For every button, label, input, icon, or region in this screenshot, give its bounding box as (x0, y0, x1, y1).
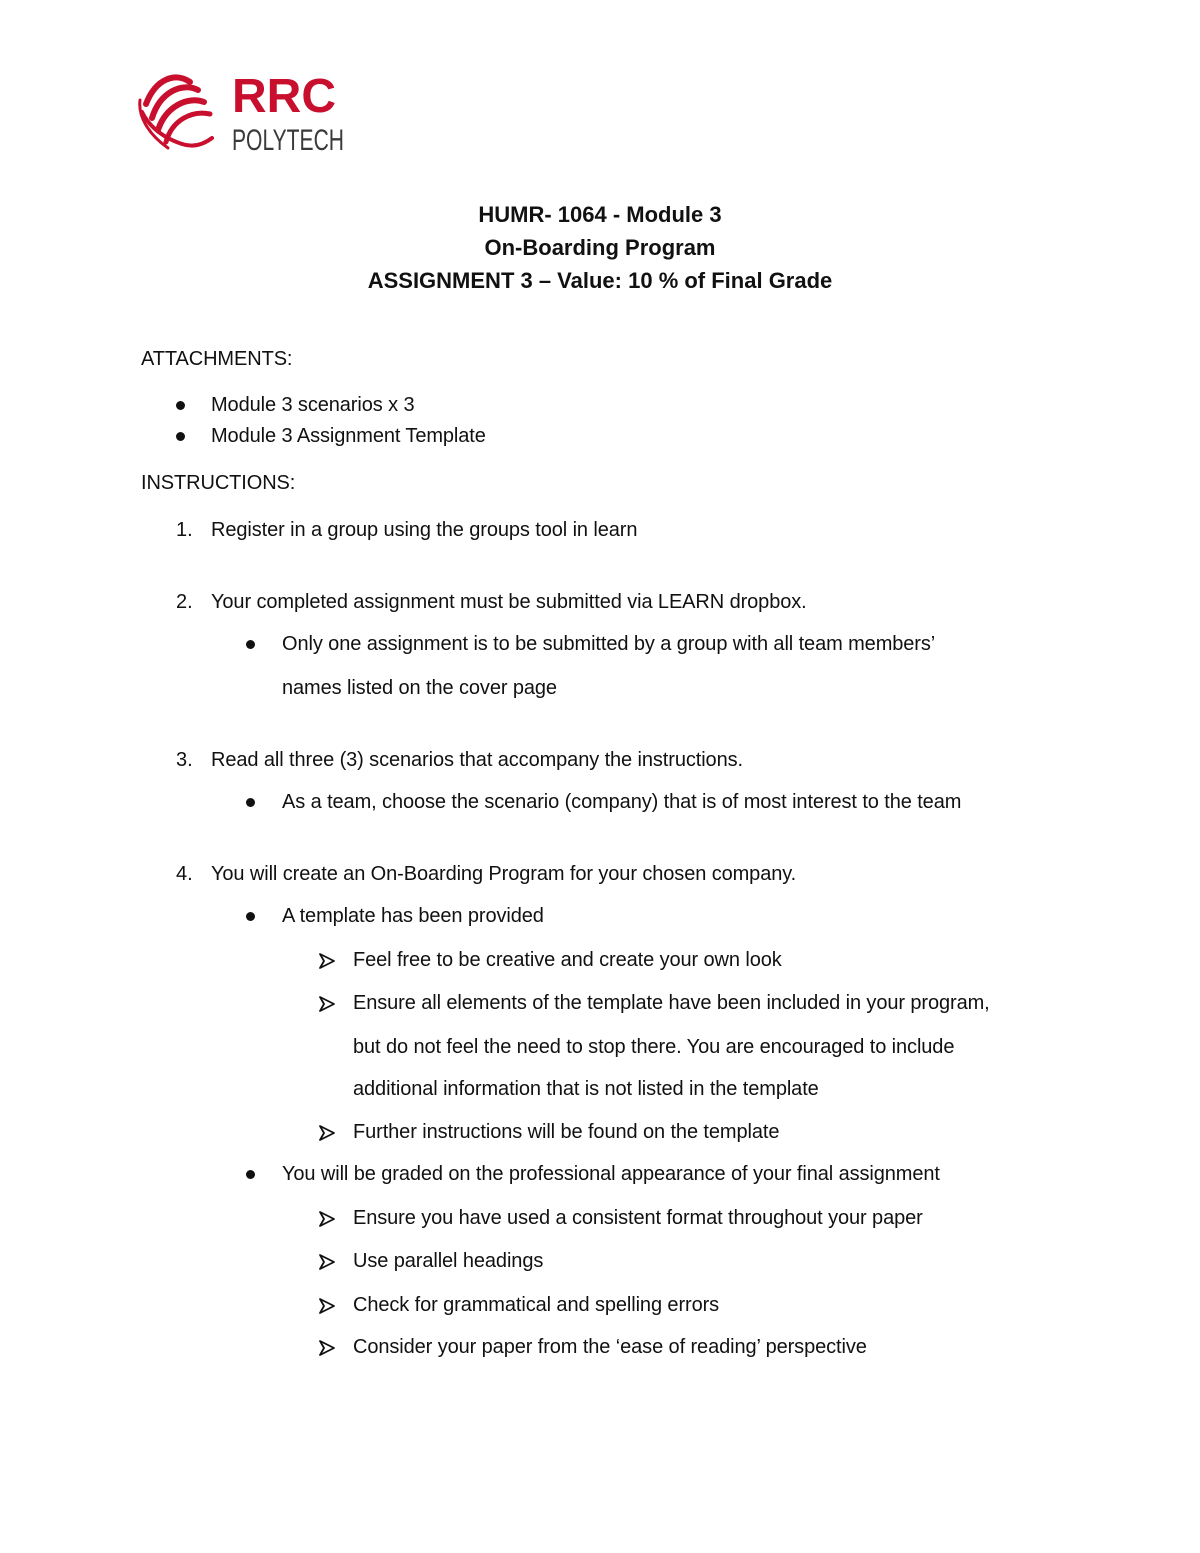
arrow-bullet-icon (318, 952, 336, 970)
step-number: 1. (176, 519, 193, 541)
arrow-bullet-icon (318, 1297, 336, 1315)
arrow-bullet-icon (318, 1124, 336, 1142)
bullet-icon (246, 640, 255, 649)
sub-item-text: Use parallel headings (353, 1250, 544, 1272)
bullet-icon (246, 912, 255, 921)
sub-item-text: Ensure all elements of the template have been included in your program, (353, 992, 990, 1014)
step-number: 3. (176, 749, 193, 771)
program-title: On-Boarding Program (484, 235, 716, 260)
arrow-bullet-icon (318, 1253, 336, 1271)
sub-item-text: Consider your paper from the ‘ease of reading’ perspective (353, 1336, 867, 1358)
rrc-flame-logo-icon (138, 68, 353, 158)
sub-item-text: additional information that is not listed in the template (353, 1078, 819, 1100)
step-number: 2. (176, 591, 193, 613)
attachment-item: Module 3 Assignment Template (211, 425, 486, 447)
step-text: You will create an On-Boarding Program for your chosen company. (211, 863, 797, 885)
bullet-icon (246, 1170, 255, 1179)
sub-item-text: Feel free to be creative and create your own look (353, 949, 782, 971)
step-text: Read all three (3) scenarios that accompany the instructions. (211, 749, 743, 771)
step-text: Register in a group using the groups tool in learn (211, 519, 638, 541)
arrow-bullet-icon (318, 1210, 336, 1228)
bullet-icon (176, 432, 185, 441)
course-title: HUMR- 1064 - Module 3 (478, 202, 722, 227)
step-bullet-text: You will be graded on the professional appearance of your final assignment (282, 1163, 940, 1185)
sub-item-text: Check for grammatical and spelling errors (353, 1294, 720, 1316)
instructions-heading: INSTRUCTIONS: (141, 472, 296, 494)
step-bullet-text: As a team, choose the scenario (company) that is of most interest to the team (282, 791, 962, 813)
attachment-item: Module 3 scenarios x 3 (211, 394, 415, 416)
assignment-title: ASSIGNMENT 3 – Value: 10 % of Final Grade (367, 268, 833, 293)
sub-item-text: but do not feel the need to stop there. You are encouraged to include (353, 1036, 955, 1058)
bullet-icon (246, 798, 255, 807)
document-header (0, 198, 1200, 297)
sub-item-text: Ensure you have used a consistent format throughout your paper (353, 1207, 923, 1229)
rrc-polytech-logo (138, 68, 353, 158)
step-bullet-text: Only one assignment is to be submitted by a group with all team members’ (282, 633, 936, 655)
step-text: Your completed assignment must be submitted via LEARN dropbox. (211, 591, 807, 613)
logo-subbrand-text: POLYTECH (232, 124, 344, 157)
step-number: 4. (176, 863, 193, 885)
arrow-bullet-icon (318, 1339, 336, 1357)
bullet-icon (176, 401, 185, 410)
arrow-bullet-icon (318, 995, 336, 1013)
sub-item-text: Further instructions will be found on the template (353, 1121, 780, 1143)
step-bullet-text: names listed on the cover page (282, 677, 557, 699)
step-bullet-text: A template has been provided (282, 905, 544, 927)
attachments-heading: ATTACHMENTS: (141, 348, 293, 370)
logo-brand-text: RRC (232, 70, 336, 123)
